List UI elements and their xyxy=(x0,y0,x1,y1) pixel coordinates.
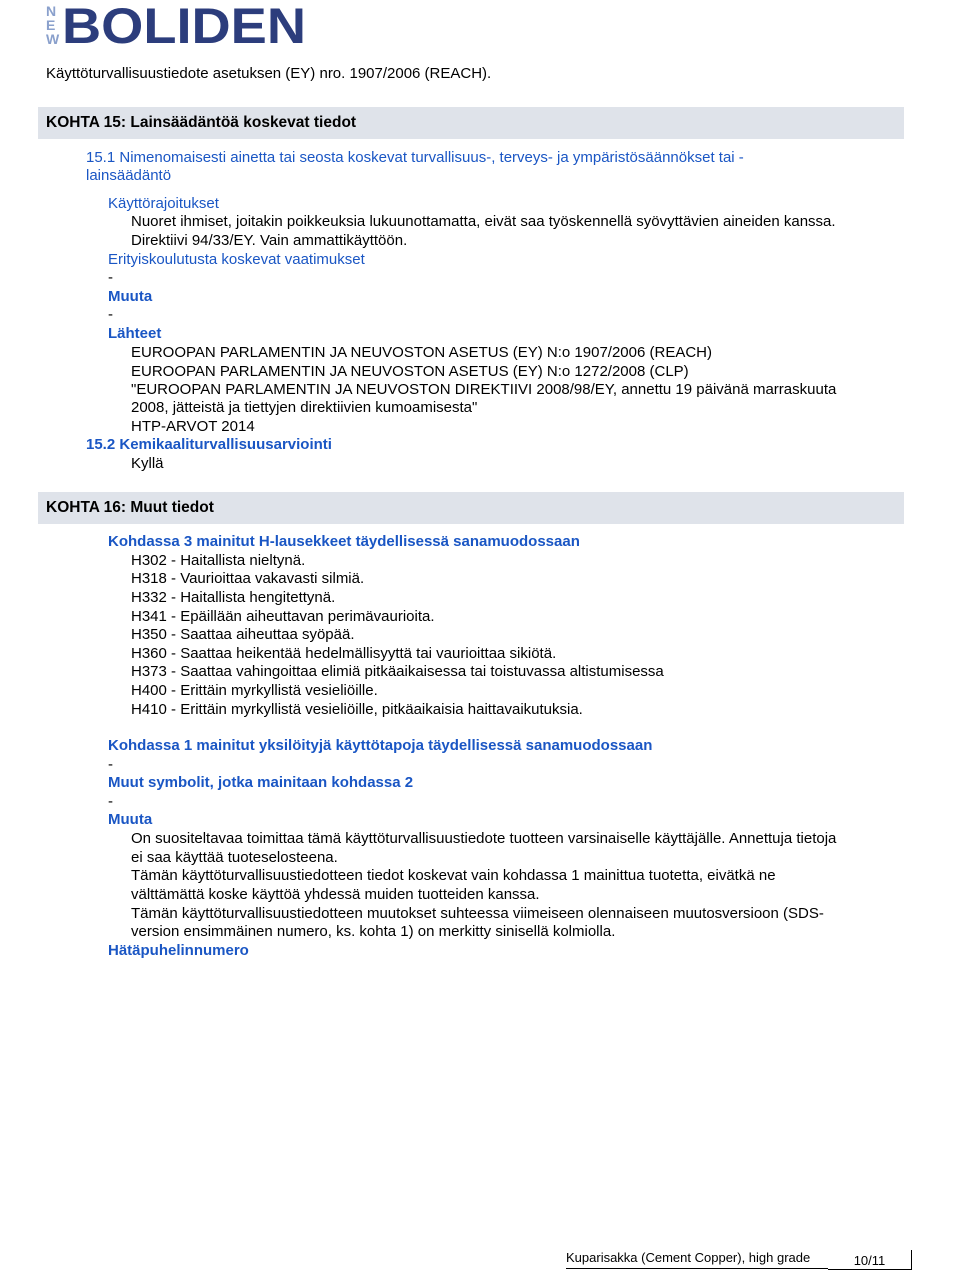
footer-rule xyxy=(566,1268,828,1269)
h-statement: H332 - Haitallista hengitettynä. xyxy=(131,589,336,606)
boliden-logo xyxy=(46,2,308,46)
new-letters xyxy=(46,3,60,46)
h-statement: H341 - Epäillään aiheuttavan perimävaurioita. xyxy=(131,608,435,625)
restrictions-text-cont: Direktiivi 94/33/EY. Vain ammattikäyttöön. xyxy=(131,232,408,249)
subsection-15-2-title: 15.2 Kemikaaliturvallisuusarviointi xyxy=(86,436,332,453)
uses-value: - xyxy=(108,756,113,773)
other-text: version ensimmäinen numero, ks. kohta 1) on merkitty sinisellä kolmiolla. xyxy=(131,923,616,940)
regulation-note: Käyttöturvallisuustiedote asetuksen (EY) nro. 1907/2006 (REACH). xyxy=(46,65,492,82)
chemical-assessment-value: Kyllä xyxy=(131,455,164,472)
other-text: Tämän käyttöturvallisuustiedotteen muutokset suhteessa viimeiseen olennaiseen muutosversioon (SDS- xyxy=(131,905,824,922)
other-text: On suositeltavaa toimittaa tämä käyttöturvallisuustiedote tuotteen varsinaiselle käyttäjälle. Annettuja tietoja xyxy=(131,830,837,847)
logo-letter-w: W xyxy=(46,31,60,46)
other-text: ei saa käyttää tuoteselosteena. xyxy=(131,849,338,866)
source-item: "EUROOPAN PARLAMENTIN JA NEUVOSTON DIREKTIIVI 2008/98/EY, annettu 19 päivänä marraskuuta xyxy=(131,381,837,398)
restrictions-text: Nuoret ihmiset, joitakin poikkeuksia lukuunottamatta, eivät saa työskennellä syövyttävien aineiden kanssa. xyxy=(131,213,836,230)
symbols-value: - xyxy=(108,793,113,810)
restrictions-heading: Käyttörajoitukset xyxy=(108,195,219,212)
h-statement: H360 - Saattaa heikentää hedelmällisyyttä tai vaurioittaa sikiötä. xyxy=(131,645,557,662)
sources-heading: Lähteet xyxy=(108,325,162,342)
emergency-heading: Hätäpuhelinnumero xyxy=(108,942,249,959)
training-heading: Erityiskoulutusta koskevat vaatimukset xyxy=(108,251,365,268)
other-text: välttämättä koske käyttöä yhdessä muiden tuotteiden kanssa. xyxy=(131,886,540,903)
source-item: HTP-ARVOT 2014 xyxy=(131,418,255,435)
h-statements-heading: Kohdassa 3 mainitut H-lausekkeet täydellisessä sanamuodossaan xyxy=(108,533,580,550)
source-item: EUROOPAN PARLAMENTIN JA NEUVOSTON ASETUS (EY) N:o 1272/2008 (CLP) xyxy=(131,363,689,380)
h-statement: H350 - Saattaa aiheuttaa syöpää. xyxy=(131,626,355,643)
training-value: - xyxy=(108,269,113,286)
source-item: EUROOPAN PARLAMENTIN JA NEUVOSTON ASETUS (EY) N:o 1907/2006 (REACH) xyxy=(131,344,712,361)
h-statement: H400 - Erittäin myrkyllistä vesieliöille. xyxy=(131,682,378,699)
logo-wordmark: BOLIDEN xyxy=(62,2,306,46)
source-item: 2008, jätteistä ja tiettyjen direktiivien kumoamisesta" xyxy=(131,399,478,416)
logo-letter-e: E xyxy=(46,17,56,33)
symbols-heading: Muut symbolit, jotka mainitaan kohdassa 2 xyxy=(108,774,414,791)
h-statement: H302 - Haitallista nieltynä. xyxy=(131,552,306,569)
other-value-15: - xyxy=(108,306,113,323)
page-number: 10/11 xyxy=(828,1250,912,1270)
uses-heading: Kohdassa 1 mainitut yksilöityjä käyttötapoja täydellisessä sanamuodossaan xyxy=(108,737,653,754)
logo-letter-n: N xyxy=(46,3,57,19)
section-16-title: KOHTA 16: Muut tiedot xyxy=(38,492,904,524)
footer-product-name: Kuparisakka (Cement Copper), high grade xyxy=(566,1250,811,1265)
h-statement: H373 - Saattaa vahingoittaa elimiä pitkäaikaisessa tai toistuvassa altistumisessa xyxy=(131,663,664,680)
h-statement: H410 - Erittäin myrkyllistä vesieliöille, pitkäaikaisia haittavaikutuksia. xyxy=(131,701,583,718)
other-heading-15: Muuta xyxy=(108,288,153,305)
subsection-15-1-title: 15.1 Nimenomaisesti ainetta tai seosta koskevat turvallisuus-, terveys- ja ympäristösäännökset tai - xyxy=(86,149,744,166)
section-15-title: KOHTA 15: Lainsäädäntöä koskevat tiedot xyxy=(38,107,904,139)
other-text: Tämän käyttöturvallisuustiedotteen tiedot koskevat vain kohdassa 1 mainittua tuotetta, eivätkä ne xyxy=(131,867,776,884)
subsection-15-1-title-cont: lainsäädäntö xyxy=(86,167,172,184)
other-heading-16: Muuta xyxy=(108,811,153,828)
h-statement: H318 - Vaurioittaa vakavasti silmiä. xyxy=(131,570,365,587)
